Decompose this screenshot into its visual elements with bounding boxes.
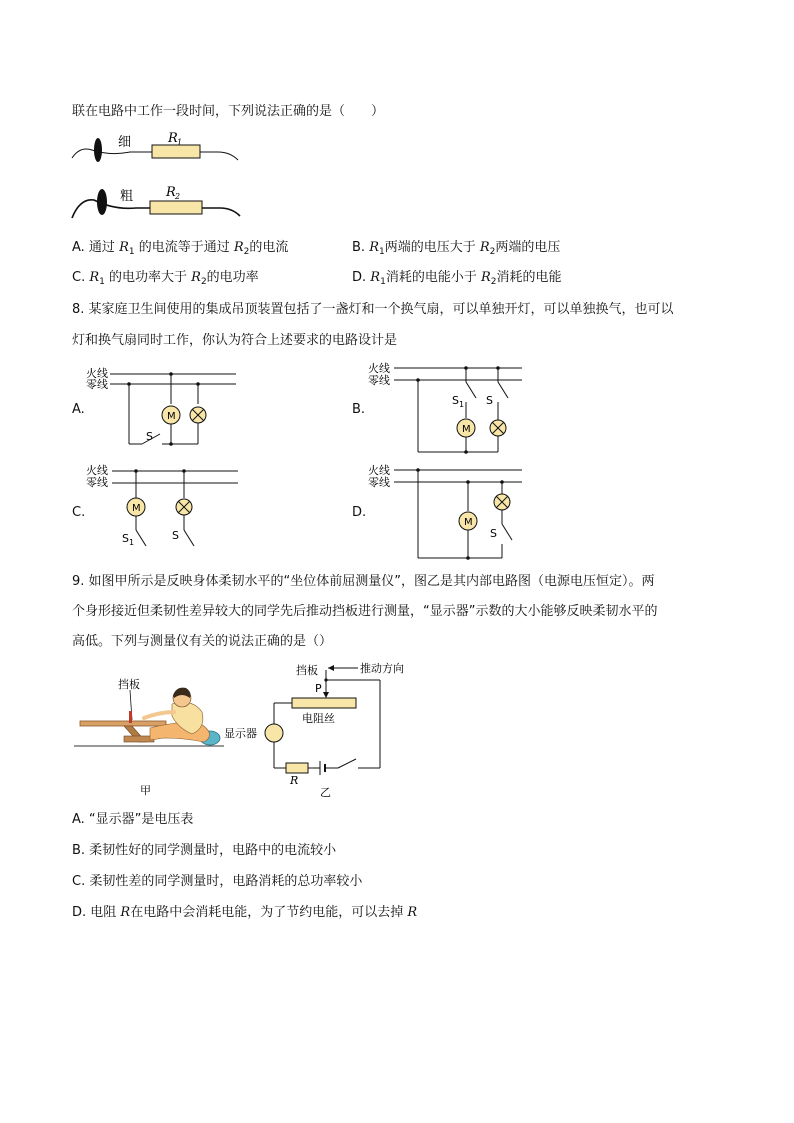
svg-text:火线: 火线 bbox=[86, 367, 108, 380]
slider-p-label: P bbox=[315, 682, 322, 695]
q9-stem-line2: 个身形接近但柔韧性差异较大的同学先后推动挡板进行测量，“显示器”示数的大小能够反映柔韧水平的 bbox=[72, 604, 658, 619]
q8-label-a[interactable]: A. bbox=[72, 402, 85, 417]
svg-text:1: 1 bbox=[177, 138, 183, 147]
q9-option-c[interactable]: C. 柔韧性差的同学测量时，电路消耗的总功率较小 bbox=[72, 874, 363, 889]
svg-text:M: M bbox=[464, 517, 473, 528]
q9-option-b[interactable]: B. 柔韧性好的同学测量时，电路中的电流较小 bbox=[72, 843, 337, 858]
svg-text:零线: 零线 bbox=[368, 476, 390, 489]
q8-label-c[interactable]: C. bbox=[72, 505, 86, 520]
q8-circuit-a bbox=[86, 364, 246, 454]
q8-stem-line1: 8. 某家庭卫生间使用的集成吊顶装置包括了一盏灯和一个换气扇，可以单独开灯，可以单独换气，也可以 bbox=[72, 302, 674, 317]
r1-label: R bbox=[168, 131, 178, 146]
push-direction-label: 推动方向 bbox=[360, 662, 404, 675]
svg-text:火线: 火线 bbox=[368, 464, 390, 477]
q7-intro: 联在电路中工作一段时间，下列说法正确的是（ ） bbox=[72, 104, 385, 119]
svg-text:M: M bbox=[462, 424, 471, 435]
svg-text:M: M bbox=[132, 503, 141, 514]
q9-stem-line3: 高低。下列与测量仪有关的说法正确的是（） bbox=[72, 634, 333, 649]
figure-yi-label: 乙 bbox=[320, 786, 331, 799]
q8-circuit-c bbox=[86, 462, 246, 562]
svg-text:2: 2 bbox=[175, 192, 181, 201]
thin-wire-resistor-r1 bbox=[72, 131, 238, 162]
thick-wire-resistor-r2 bbox=[72, 185, 240, 218]
svg-text:1: 1 bbox=[459, 400, 465, 409]
q9-figure-jia bbox=[74, 668, 224, 800]
svg-text:S: S bbox=[172, 529, 179, 542]
q8-circuit-d bbox=[368, 460, 528, 565]
svg-text:S: S bbox=[452, 394, 459, 407]
svg-text:零线: 零线 bbox=[86, 476, 108, 489]
svg-text:1: 1 bbox=[129, 538, 135, 547]
q9-stem-line1: 9. 如图甲所示是反映身体柔韧水平的“坐位体前屈测量仪”，图乙是其内部电路图（电源电压恒定）。两 bbox=[72, 574, 655, 589]
q9-option-a[interactable]: A. “显示器”是电压表 bbox=[72, 812, 194, 827]
q7-wire-figure bbox=[70, 128, 250, 228]
q7-option-c[interactable]: C. $R_1$ 的电功率大于 $R_2$的电功率 bbox=[72, 270, 259, 287]
baffle-label-2: 挡板 bbox=[296, 664, 318, 677]
baffle-label: 挡板 bbox=[118, 678, 140, 691]
q7-option-a[interactable]: A. 通过 $R_1$ 的电流等于通过 $R_2$的电流 bbox=[72, 240, 289, 257]
resistance-wire-label: 电阻丝 bbox=[302, 712, 335, 725]
svg-text:S: S bbox=[486, 394, 493, 407]
q8-stem-line2: 灯和换气扇同时工作，你认为符合上述要求的电路设计是 bbox=[72, 333, 398, 348]
resistor-r-label: R bbox=[290, 774, 299, 787]
q9-option-d[interactable]: D. 电阻 R在电路中会消耗电能，为了节约电能，可以去掉 R bbox=[72, 905, 418, 920]
thick-label: 粗 bbox=[120, 189, 134, 204]
figure-jia-label: 甲 bbox=[140, 784, 151, 797]
svg-text:火线: 火线 bbox=[368, 362, 390, 375]
q8-circuit-b bbox=[368, 360, 528, 460]
q8-label-d[interactable]: D. bbox=[352, 505, 367, 520]
r2-label: R bbox=[166, 185, 176, 200]
svg-text:S: S bbox=[122, 532, 129, 545]
q8-label-b[interactable]: B. bbox=[352, 402, 366, 417]
svg-text:火线: 火线 bbox=[86, 464, 108, 477]
svg-text:零线: 零线 bbox=[86, 378, 108, 391]
thin-label: 细 bbox=[118, 135, 132, 150]
q7-option-d[interactable]: D. $R_1$消耗的电能小于 $R_2$消耗的电能 bbox=[352, 270, 562, 287]
svg-text:M: M bbox=[167, 411, 176, 422]
svg-text:零线: 零线 bbox=[368, 374, 390, 387]
q9-figure-yi bbox=[222, 660, 422, 800]
display-label: 显示器 bbox=[224, 727, 257, 740]
svg-text:S: S bbox=[490, 527, 497, 540]
q7-option-b[interactable]: B. $R_1$两端的电压大于 $R_2$两端的电压 bbox=[352, 240, 561, 257]
svg-text:S: S bbox=[146, 430, 153, 443]
